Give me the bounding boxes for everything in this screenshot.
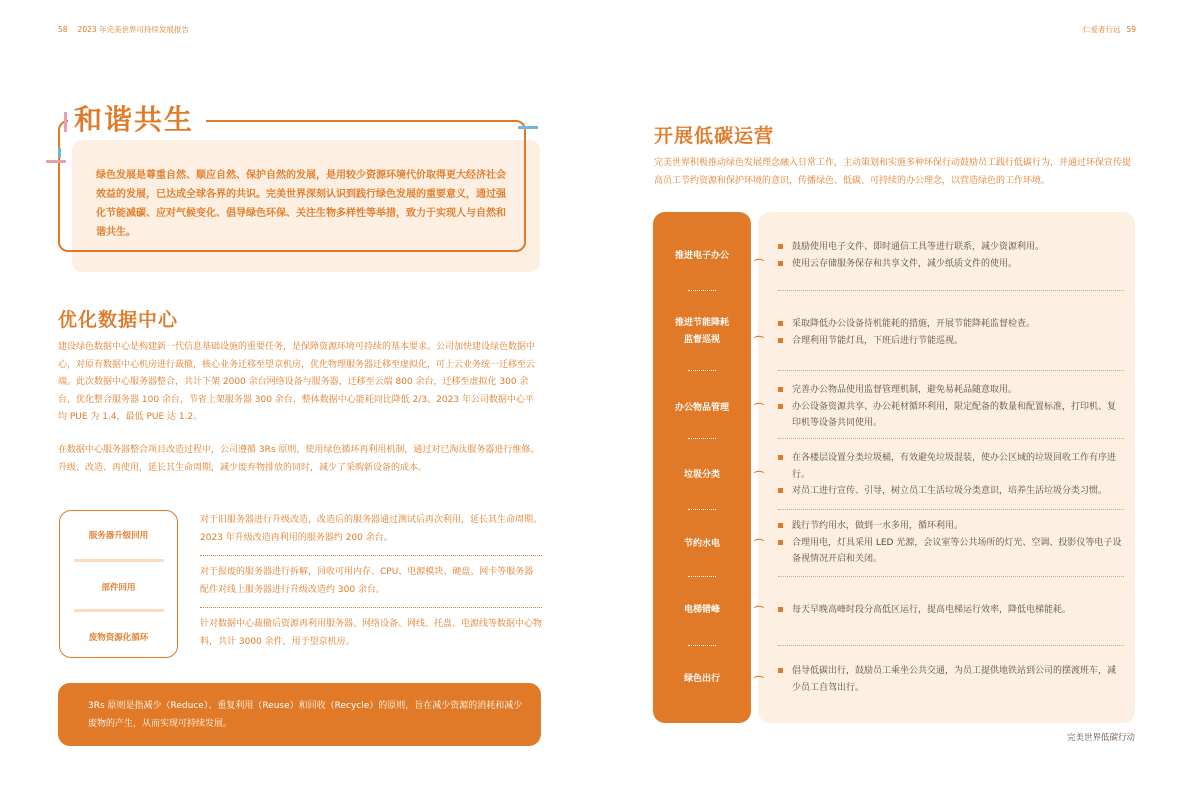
category-label: 电梯错峰 — [683, 605, 720, 615]
harmony-title: 和谐共生 — [68, 102, 206, 138]
category-items — [778, 382, 1124, 432]
divider — [778, 370, 1124, 371]
datacenter-paragraph-1: 建设绿色数据中心是构建新一代信息基础设施的重要任务，是保障资源环境可持续的基本要求。公司加快建设绿色数据中心，对原有数据中心机房进行裁撤，核心业务迁移至望京机房，优化物理服务器迁移至虚拟化，可上云业务统一迁移至云端。此次数据中心服务器整合，共计下架 2000 余台网络设备与服务器，迁移至云端 800 余台，迁移至虚拟化 300 余台，优化整合服务器 100 余台，节省上架服务器 300 余台，整体数据中心能耗同比降低 2/3。2023 年公司数据中心平均 PUE 为 1.4，最低 PUE 达 1.2。 — [58, 342, 536, 422]
harmony-text: 绿色发展是尊重自然、顺应自然、保护自然的发展，是用较少资源环境代价取得更大经济社会效益的发展，已达成全球各界的共识。完美世界深刻认识到践行绿色发展的重要意义，通过强化节能减碳、应对气候变化、倡导绿色环保、关注生物多样性等举措，致力于实现人与自然和谐共生。 — [96, 170, 506, 238]
lowcarbon-intro: 完美世界积极推动绿色发展理念融入日常工作，主动策划和实施多种环保行动鼓励员工践行低碳行为，并通过环保宣传提高员工节约资源和保护环境的意识，传播绿色、低碳、可持续的办公理念，以营造绿色的工作环境。 — [654, 158, 1132, 186]
recycle-row: 对于报废的服务器进行拆解，回收可用内存、CPU、电源模块、硬盘、网卡等服务器配件对线上服务器进行升级改造约 300 余台。 — [200, 564, 542, 608]
category-items — [778, 663, 1124, 696]
category-label: 推进节能降耗 监督巡视 — [674, 318, 729, 345]
3rs-note-text: 3Rs 原则是指减少（Reduce）、重复利用（Reuse）和回收（Recycle）的原则，旨在减少资源的消耗和减少废物的产生，从而实现可持续发展。 — [88, 701, 523, 729]
connector-icon: ⌒ — [754, 337, 764, 348]
list-item: 采取降低办公设备待机能耗的措施，开展节能降耗监督检查。 — [778, 316, 1124, 333]
connector-icon: ⌒ — [754, 404, 764, 415]
category-items — [778, 316, 1124, 349]
divider — [688, 370, 716, 371]
connector-icon: ⌒ — [754, 677, 764, 688]
list-item: 倡导低碳出行，鼓励员工乘坐公共交通，为员工提供地铁站到公司的摆渡班车，减少员工自驾出行。 — [778, 663, 1124, 696]
divider — [74, 559, 164, 562]
category-label: 推进电子办公 — [674, 251, 729, 261]
decor-line — [58, 148, 61, 158]
connector-icon: ⌒ — [754, 472, 764, 483]
divider — [688, 645, 716, 646]
category-items — [778, 602, 1124, 619]
divider — [778, 290, 1124, 291]
list-item: 办公设备资源共享、办公耗材循环利用，限定配备的数量和配置标准，打印机、复印机等设备共同使用。 — [778, 399, 1124, 432]
report-title: 2023 年完美世界可持续发展报告 — [77, 25, 190, 34]
category-label: 节约水电 — [683, 539, 720, 549]
label-parts-reuse: 部件回用 — [101, 583, 136, 593]
label-waste-recycle: 废物资源化循环 — [88, 633, 149, 643]
divider — [778, 438, 1124, 439]
right-page-header — [1083, 24, 1136, 35]
list-item: 使用云存储服务保存和共享文件，减少纸质文件的使用。 — [778, 256, 1124, 273]
divider — [688, 509, 716, 510]
category-items — [778, 518, 1124, 568]
label-server-upgrade: 服务器升级回用 — [88, 531, 149, 541]
divider — [688, 290, 716, 291]
datacenter-title: 优化数据中心 — [58, 309, 179, 331]
divider — [778, 645, 1124, 646]
category-label: 垃圾分类 — [683, 470, 720, 480]
right-page-number: 59 — [1126, 25, 1136, 34]
left-page-header — [58, 24, 189, 35]
list-item: 在各楼层设置分类垃圾桶，有效避免垃圾混装，使办公区域的垃圾回收工作有序进行。 — [778, 450, 1124, 483]
decor-line — [518, 126, 538, 129]
divider — [778, 509, 1124, 510]
category-label: 绿色出行 — [683, 674, 720, 684]
lowcarbon-title: 开展低碳运营 — [654, 125, 775, 147]
list-item: 对员工进行宣传、引导，树立员工生活垃圾分类意识，培养生活垃圾分类习惯。 — [778, 483, 1124, 500]
datacenter-paragraph-2: 在数据中心服务器整合项目改造过程中，公司遵循 3Rs 原则，使用绿色循环再利用机制，通过对已淘汰服务器进行维修、升级、改造、再使用，延长其生命周期，减少废弃物排放的同时，减少了采购新设备的成本。 — [58, 445, 540, 473]
left-page-number: 58 — [58, 25, 68, 34]
divider — [74, 609, 164, 612]
list-item: 合理用电，灯具采用 LED 光源，会议室等公共场所的灯光、空调、投影仪等电子设备视情况开启和关闭。 — [778, 535, 1124, 568]
decor-line — [64, 112, 67, 132]
list-item: 践行节约用水，做到一水多用，循环利用。 — [778, 518, 1124, 535]
recycle-row: 针对数据中心裁撤后资源再利用服务器、网络设备、网线、托盘、电源线等数据中心物料，共计 3000 余件，用于望京机房。 — [200, 619, 543, 647]
section-footer: 完美世界低碳行动 — [1066, 733, 1135, 743]
recycle-rows — [200, 512, 542, 667]
recycle-row: 对于旧服务器进行升级改造，改造后的服务器通过测试后再次利用，延长其生命周期。2023 年升级改造再利用的服务器约 200 余台。 — [200, 512, 542, 556]
category-label: 办公物品管理 — [674, 403, 729, 413]
recycle-labels-box — [59, 510, 178, 658]
list-item: 每天早晚高峰时段分高低区运行，提高电梯运行效率，降低电梯能耗。 — [778, 602, 1124, 619]
connector-icon: ⌒ — [754, 607, 764, 618]
section-title: 仁爱者行远 — [1082, 25, 1121, 34]
category-items — [778, 450, 1124, 500]
category-items — [778, 239, 1124, 272]
list-item: 合理利用节能灯具，下班后进行节能巡视。 — [778, 333, 1124, 350]
connector-icon: ⌒ — [754, 260, 764, 271]
list-item: 完善办公物品使用监督管理机制，避免易耗品随意取用。 — [778, 382, 1124, 399]
divider — [688, 576, 716, 577]
divider — [778, 576, 1124, 577]
list-item: 鼓励使用电子文件、即时通信工具等进行联系，减少资源利用。 — [778, 239, 1124, 256]
decor-line — [46, 160, 66, 163]
divider — [688, 438, 716, 439]
connector-icon: ⌒ — [754, 540, 764, 551]
